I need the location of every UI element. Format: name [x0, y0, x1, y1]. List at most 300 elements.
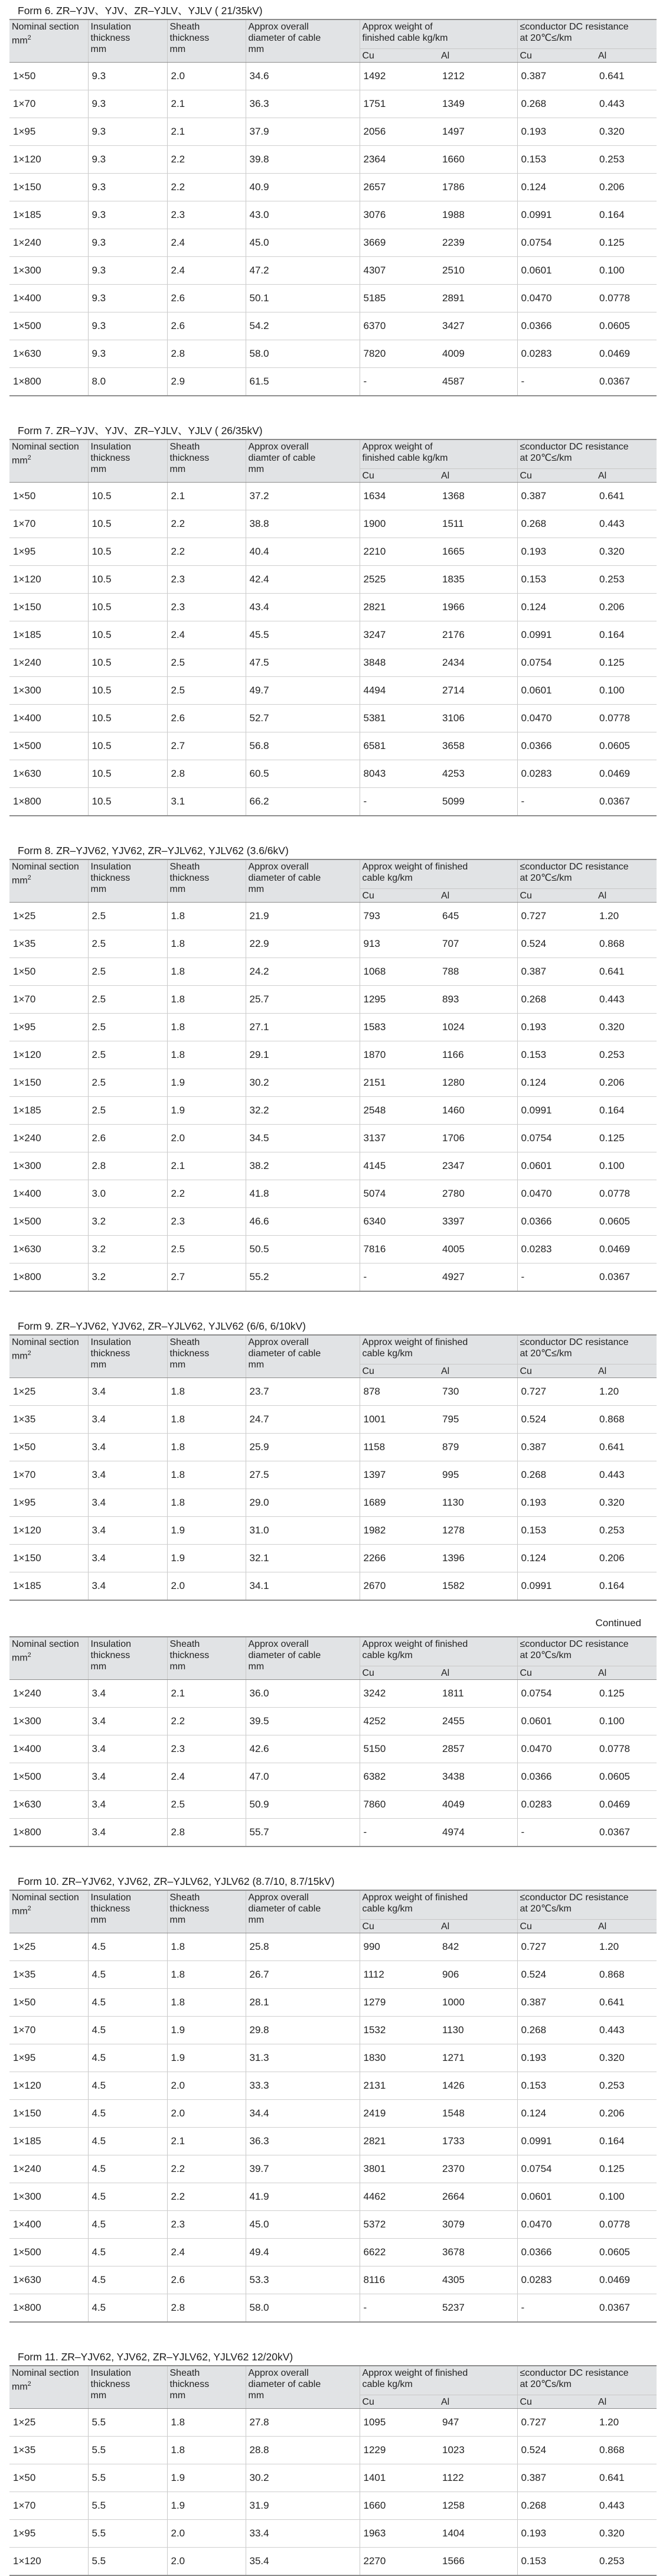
table-cell: 3801 — [360, 2155, 439, 2183]
table-cell: 2.5 — [88, 930, 167, 958]
form-section — [9, 4, 657, 396]
table-cell: 2.2 — [167, 174, 246, 201]
table-cell: 0.0605 — [596, 732, 657, 760]
table-cell: 32.1 — [246, 1545, 360, 1572]
spec-table — [9, 2365, 657, 2576]
header-sheath: Sheath thickness mm — [167, 1335, 246, 1378]
table-row — [9, 2239, 657, 2266]
table-cell: 0.124 — [517, 174, 596, 201]
table-cell: 2.5 — [167, 1791, 246, 1819]
table-cell: 2239 — [439, 229, 517, 257]
table-cell: 1×25 — [9, 2409, 88, 2437]
table-cell: 1900 — [360, 510, 439, 538]
table-cell: 2780 — [439, 1180, 517, 1208]
header-resistance: ≤conductor DC resistance at 20℃s/km — [517, 1637, 657, 1666]
table-cell: 10.5 — [88, 594, 167, 621]
table-cell: 3137 — [360, 1125, 439, 1152]
table-cell: 1.20 — [596, 2409, 657, 2437]
table-cell: 1×400 — [9, 1735, 88, 1763]
header-weight-al: Al — [439, 1920, 517, 1933]
table-cell: 0.0469 — [596, 760, 657, 788]
header-resistance-cu: Cu — [517, 1920, 596, 1933]
table-row — [9, 2044, 657, 2072]
table-cell: 1.9 — [167, 2464, 246, 2492]
table-cell: 1×240 — [9, 2155, 88, 2183]
header-sheath: Sheath thickness mm — [167, 439, 246, 483]
table-row — [9, 174, 657, 201]
table-cell: 1.8 — [167, 1378, 246, 1406]
table-cell: 5.5 — [88, 2437, 167, 2464]
form-section — [9, 844, 657, 1292]
table-cell: 0.268 — [517, 90, 596, 118]
table-cell: 1.9 — [167, 1545, 246, 1572]
table-cell: 4252 — [360, 1708, 439, 1735]
table-cell: 1×500 — [9, 312, 88, 340]
table-row — [9, 788, 657, 816]
table-cell: 2.2 — [167, 510, 246, 538]
table-row — [9, 201, 657, 229]
table-cell: 29.0 — [246, 1489, 360, 1517]
spec-table — [9, 1890, 657, 2323]
table-cell: 1×70 — [9, 1461, 88, 1489]
table-row — [9, 677, 657, 705]
table-cell: 2.6 — [167, 312, 246, 340]
table-cell: 66.2 — [246, 788, 360, 816]
spec-table — [9, 1334, 657, 1601]
table-cell: 0.443 — [596, 986, 657, 1014]
table-cell: 1.8 — [167, 903, 246, 930]
table-cell: 0.0991 — [517, 2128, 596, 2155]
table-cell: 0.641 — [596, 483, 657, 510]
table-cell: 0.193 — [517, 538, 596, 566]
table-cell: - — [517, 368, 596, 396]
table-cell: 10.5 — [88, 483, 167, 510]
table-cell: 2525 — [360, 566, 439, 594]
table-cell: 36.0 — [246, 1680, 360, 1708]
table-cell: 24.7 — [246, 1406, 360, 1434]
table-cell: 1.8 — [167, 1014, 246, 1041]
table-cell: 4253 — [439, 760, 517, 788]
table-cell: 0.868 — [596, 1961, 657, 1989]
table-cell: 9.3 — [88, 174, 167, 201]
table-cell: 0.206 — [596, 1545, 657, 1572]
form-title: Form 8. ZR–YJV62, YJV62, ZR–YJLV62, YJLV62 (3.6/6kV) — [18, 845, 289, 857]
table-cell: 49.4 — [246, 2239, 360, 2266]
table-cell: 0.100 — [596, 677, 657, 705]
table-cell: 2.5 — [88, 1014, 167, 1041]
table-cell: 37.9 — [246, 118, 360, 146]
header-diameter: Approx overall diamter of cable mm — [246, 439, 360, 483]
table-cell: 4009 — [439, 340, 517, 368]
table-cell: 38.8 — [246, 510, 360, 538]
table-cell: 1×120 — [9, 1041, 88, 1069]
table-row — [9, 229, 657, 257]
table-cell: 1279 — [360, 1989, 439, 2017]
table-cell: 2714 — [439, 677, 517, 705]
table-cell: 1.8 — [167, 1041, 246, 1069]
table-cell: 1×300 — [9, 1152, 88, 1180]
table-cell: 5372 — [360, 2211, 439, 2239]
table-cell: 1×800 — [9, 788, 88, 816]
table-cell: 1×95 — [9, 2520, 88, 2548]
table-cell: 1212 — [439, 63, 517, 90]
header-diameter: Approx overall diameter of cable mm — [246, 1890, 360, 1933]
header-resistance-cu: Cu — [517, 889, 596, 903]
header-sheath: Sheath thickness mm — [167, 1637, 246, 1680]
form-title: Form 6. ZR–YJV、YJV、ZR–YJLV、YJLV ( 21/35kV) — [18, 5, 263, 17]
table-cell: 1×630 — [9, 2266, 88, 2294]
table-row — [9, 2520, 657, 2548]
table-cell: 0.153 — [517, 1517, 596, 1545]
table-cell: 5.5 — [88, 2520, 167, 2548]
table-cell: 1×400 — [9, 705, 88, 732]
table-cell: 2.8 — [167, 2294, 246, 2323]
table-cell: 0.124 — [517, 2100, 596, 2128]
table-cell: 38.2 — [246, 1152, 360, 1180]
table-cell: 1.9 — [167, 2044, 246, 2072]
table-cell: 39.7 — [246, 2155, 360, 2183]
table-cell: 842 — [439, 1933, 517, 1961]
table-cell: 1×120 — [9, 566, 88, 594]
table-cell: 0.0601 — [517, 2183, 596, 2211]
table-cell: 2657 — [360, 174, 439, 201]
table-cell: 1×70 — [9, 2492, 88, 2520]
table-cell: 2.4 — [167, 1763, 246, 1791]
table-cell: 4.5 — [88, 2266, 167, 2294]
table-cell: 9.3 — [88, 63, 167, 90]
table-row — [9, 2128, 657, 2155]
table-cell: 1×185 — [9, 201, 88, 229]
table-cell: 60.5 — [246, 760, 360, 788]
header-resistance: ≤conductor DC resistance at 20℃≤/km — [517, 859, 657, 889]
table-cell: 1.20 — [596, 1933, 657, 1961]
table-row — [9, 1461, 657, 1489]
header-resistance-al: Al — [596, 2395, 657, 2409]
header-resistance-cu: Cu — [517, 1364, 596, 1378]
table-cell: 34.1 — [246, 1572, 360, 1601]
table-cell: 1×95 — [9, 1489, 88, 1517]
table-cell: 4005 — [439, 1236, 517, 1263]
table-cell: 1.9 — [167, 1069, 246, 1097]
table-cell: 0.0778 — [596, 1735, 657, 1763]
table-cell: 32.2 — [246, 1097, 360, 1125]
table-row — [9, 2437, 657, 2464]
table-cell: 5.5 — [88, 2548, 167, 2576]
table-cell: 2.4 — [167, 2239, 246, 2266]
table-cell: 3848 — [360, 649, 439, 677]
table-cell: 4.5 — [88, 2294, 167, 2323]
table-cell: 0.0367 — [596, 1819, 657, 1847]
table-cell: 0.0283 — [517, 1236, 596, 1263]
table-row — [9, 2100, 657, 2128]
table-cell: 42.4 — [246, 566, 360, 594]
table-cell: 29.8 — [246, 2017, 360, 2044]
header-weight: Approx weight of finished cable kg/km — [360, 2366, 517, 2395]
table-cell: 1582 — [439, 1572, 517, 1601]
table-cell: 4974 — [439, 1819, 517, 1847]
header-weight: Approx weight of finished cable kg/km — [360, 19, 517, 49]
table-row — [9, 1735, 657, 1763]
table-cell: 0.320 — [596, 2520, 657, 2548]
table-cell: 1.8 — [167, 1461, 246, 1489]
table-header — [9, 439, 657, 483]
table-cell: 0.0470 — [517, 1180, 596, 1208]
table-cell: 2.1 — [167, 1680, 246, 1708]
table-cell: 1×35 — [9, 1961, 88, 1989]
table-cell: 2.2 — [167, 538, 246, 566]
table-cell: 3.4 — [88, 1791, 167, 1819]
header-diameter: Approx overall diameter of cable mm — [246, 1637, 360, 1680]
table-cell: 9.3 — [88, 312, 167, 340]
table-cell: - — [517, 788, 596, 816]
table-cell: 7816 — [360, 1236, 439, 1263]
table-cell: 47.2 — [246, 257, 360, 285]
table-cell: 9.3 — [88, 201, 167, 229]
header-insulation: Insulation thickness mm — [88, 1890, 167, 1933]
table-cell: 1×185 — [9, 1097, 88, 1125]
table-row — [9, 649, 657, 677]
table-cell: 1×50 — [9, 63, 88, 90]
table-cell: 1×300 — [9, 1708, 88, 1735]
table-cell: 6370 — [360, 312, 439, 340]
table-cell: 0.0283 — [517, 1791, 596, 1819]
table-cell: 45.0 — [246, 229, 360, 257]
table-cell: 31.0 — [246, 1517, 360, 1545]
table-cell: 8.0 — [88, 368, 167, 396]
table-cell: 39.8 — [246, 146, 360, 174]
form-section — [9, 424, 657, 816]
table-cell: 0.124 — [517, 594, 596, 621]
table-cell: 28.1 — [246, 1989, 360, 2017]
header-weight: Approx weight of finished cable kg/km — [360, 859, 517, 889]
table-cell: 2.4 — [167, 621, 246, 649]
table-cell: 0.125 — [596, 649, 657, 677]
table-cell: 4494 — [360, 677, 439, 705]
table-cell: 1×240 — [9, 649, 88, 677]
table-cell: 1.8 — [167, 986, 246, 1014]
table-cell: 0.0470 — [517, 1735, 596, 1763]
header-nominal-section: Nominal section $mm^2$ — [9, 2366, 88, 2409]
form-section — [9, 2350, 657, 2576]
table-cell: 3.4 — [88, 1735, 167, 1763]
table-cell: 1×150 — [9, 594, 88, 621]
table-cell: 2821 — [360, 2128, 439, 2155]
table-cell: 50.5 — [246, 1236, 360, 1263]
table-cell: 0.524 — [517, 2437, 596, 2464]
table-cell: 6382 — [360, 1763, 439, 1791]
table-cell: 4.5 — [88, 1933, 167, 1961]
table-cell: 0.320 — [596, 1014, 657, 1041]
table-cell: 1511 — [439, 510, 517, 538]
table-cell: 3.4 — [88, 1572, 167, 1601]
table-cell: 39.5 — [246, 1708, 360, 1735]
table-cell: 1×240 — [9, 1680, 88, 1708]
table-cell: 28.8 — [246, 2437, 360, 2464]
table-cell: 1×50 — [9, 958, 88, 986]
table-cell: 5185 — [360, 285, 439, 312]
table-cell: 45.0 — [246, 2211, 360, 2239]
table-cell: 1.8 — [167, 2437, 246, 2464]
table-cell: 0.0991 — [517, 621, 596, 649]
table-cell: 2270 — [360, 2548, 439, 2576]
table-cell: 2510 — [439, 257, 517, 285]
table-cell: 0.100 — [596, 1152, 657, 1180]
table-cell: 0.868 — [596, 1406, 657, 1434]
table-cell: 58.0 — [246, 340, 360, 368]
table-cell: 31.9 — [246, 2492, 360, 2520]
table-cell: 0.0601 — [517, 677, 596, 705]
table-cell: 2821 — [360, 594, 439, 621]
table-cell: 0.641 — [596, 2464, 657, 2492]
table-cell: 4.5 — [88, 2155, 167, 2183]
table-cell: 0.524 — [517, 930, 596, 958]
table-cell: 3397 — [439, 1208, 517, 1236]
header-diameter: Approx overall diameter of cable mm — [246, 19, 360, 63]
table-cell: 2.4 — [167, 229, 246, 257]
table-cell: 2.2 — [167, 1180, 246, 1208]
table-cell: 0.0470 — [517, 285, 596, 312]
table-cell: 0.125 — [596, 1125, 657, 1152]
table-cell: 37.2 — [246, 483, 360, 510]
table-cell: 1786 — [439, 174, 517, 201]
table-cell: 0.0754 — [517, 229, 596, 257]
table-cell: 30.2 — [246, 1069, 360, 1097]
table-cell: 10.5 — [88, 732, 167, 760]
table-cell: 995 — [439, 1461, 517, 1489]
header-weight: Approx weight of finished cable kg/km — [360, 1335, 517, 1364]
table-cell: 0.268 — [517, 986, 596, 1014]
table-cell: 1988 — [439, 201, 517, 229]
table-cell: 2370 — [439, 2155, 517, 2183]
table-row — [9, 2155, 657, 2183]
table-row — [9, 594, 657, 621]
table-cell: 2455 — [439, 1708, 517, 1735]
table-cell: 3.2 — [88, 1208, 167, 1236]
table-cell: 27.8 — [246, 2409, 360, 2437]
table-cell: 3.4 — [88, 1708, 167, 1735]
table-row — [9, 1152, 657, 1180]
table-cell: 1×150 — [9, 2100, 88, 2128]
table-row — [9, 483, 657, 510]
table-cell: 4.5 — [88, 2100, 167, 2128]
table-cell: 5074 — [360, 1180, 439, 1208]
table-cell: 2.1 — [167, 1152, 246, 1180]
table-cell: 8116 — [360, 2266, 439, 2294]
table-cell: 1.9 — [167, 1097, 246, 1125]
table-cell: 1811 — [439, 1680, 517, 1708]
table-cell: 0.727 — [517, 2409, 596, 2437]
table-cell: 0.0991 — [517, 1572, 596, 1601]
table-cell: 3.2 — [88, 1236, 167, 1263]
table-cell: 3.0 — [88, 1180, 167, 1208]
table-cell: 2.5 — [88, 1069, 167, 1097]
table-cell: 0.641 — [596, 1434, 657, 1461]
table-cell: 2.0 — [167, 2548, 246, 2576]
table-cell: 0.0601 — [517, 257, 596, 285]
table-cell: 1×500 — [9, 2239, 88, 2266]
table-cell: 913 — [360, 930, 439, 958]
table-cell: 10.5 — [88, 677, 167, 705]
table-cell: 0.100 — [596, 1708, 657, 1735]
table-cell: 2.5 — [167, 677, 246, 705]
table-cell: 893 — [439, 986, 517, 1014]
table-cell: 2.5 — [88, 1097, 167, 1125]
table-row — [9, 930, 657, 958]
table-cell: 0.0605 — [596, 1763, 657, 1791]
header-weight-cu: Cu — [360, 889, 439, 903]
header-weight-al: Al — [439, 469, 517, 483]
table-cell: 2.5 — [167, 1236, 246, 1263]
table-header — [9, 859, 657, 903]
table-cell: 6340 — [360, 1208, 439, 1236]
table-cell: 4462 — [360, 2183, 439, 2211]
table-cell: 1×50 — [9, 2464, 88, 2492]
table-cell: 0.125 — [596, 229, 657, 257]
table-cell: 30.2 — [246, 2464, 360, 2492]
header-nominal-section: Nominal section $mm^2$ — [9, 19, 88, 63]
table-cell: 4305 — [439, 2266, 517, 2294]
table-row — [9, 1378, 657, 1406]
table-row — [9, 621, 657, 649]
table-cell: 25.9 — [246, 1434, 360, 1461]
table-cell: 1×240 — [9, 1125, 88, 1152]
table-cell: - — [360, 788, 439, 816]
table-cell: 2.5 — [88, 958, 167, 986]
table-cell: 0.100 — [596, 257, 657, 285]
table-cell: 0.153 — [517, 146, 596, 174]
table-row — [9, 2409, 657, 2437]
table-cell: 5381 — [360, 705, 439, 732]
table-row — [9, 760, 657, 788]
table-cell: 53.3 — [246, 2266, 360, 2294]
table-cell: 0.253 — [596, 2548, 657, 2576]
table-cell: 0.868 — [596, 930, 657, 958]
table-cell: 1665 — [439, 538, 517, 566]
table-cell: 1×800 — [9, 1819, 88, 1847]
header-weight-al: Al — [439, 1666, 517, 1680]
table-cell: 0.253 — [596, 2072, 657, 2100]
table-cell: 1426 — [439, 2072, 517, 2100]
table-row — [9, 1263, 657, 1292]
table-row — [9, 2211, 657, 2239]
table-cell: 1.20 — [596, 1378, 657, 1406]
table-cell: 990 — [360, 1933, 439, 1961]
table-cell: 0.727 — [517, 1378, 596, 1406]
table-cell: 4.5 — [88, 1989, 167, 2017]
table-cell: 0.153 — [517, 566, 596, 594]
table-cell: 36.3 — [246, 2128, 360, 2155]
table-cell: 1.8 — [167, 1933, 246, 1961]
table-row — [9, 510, 657, 538]
table-cell: 40.4 — [246, 538, 360, 566]
table-cell: 0.0283 — [517, 340, 596, 368]
table-cell: 2.8 — [167, 340, 246, 368]
table-cell: 0.0283 — [517, 760, 596, 788]
table-cell: 0.0469 — [596, 1791, 657, 1819]
table-cell: 26.7 — [246, 1961, 360, 1989]
table-cell: 5237 — [439, 2294, 517, 2323]
table-row — [9, 2492, 657, 2520]
table-cell: 1835 — [439, 566, 517, 594]
table-cell: 1×25 — [9, 1933, 88, 1961]
table-cell: 49.7 — [246, 677, 360, 705]
table-cell: 56.8 — [246, 732, 360, 760]
table-cell: - — [360, 1263, 439, 1292]
table-cell: 2.1 — [167, 483, 246, 510]
table-row — [9, 2266, 657, 2294]
table-cell: 0.193 — [517, 2520, 596, 2548]
table-cell: 0.164 — [596, 2128, 657, 2155]
